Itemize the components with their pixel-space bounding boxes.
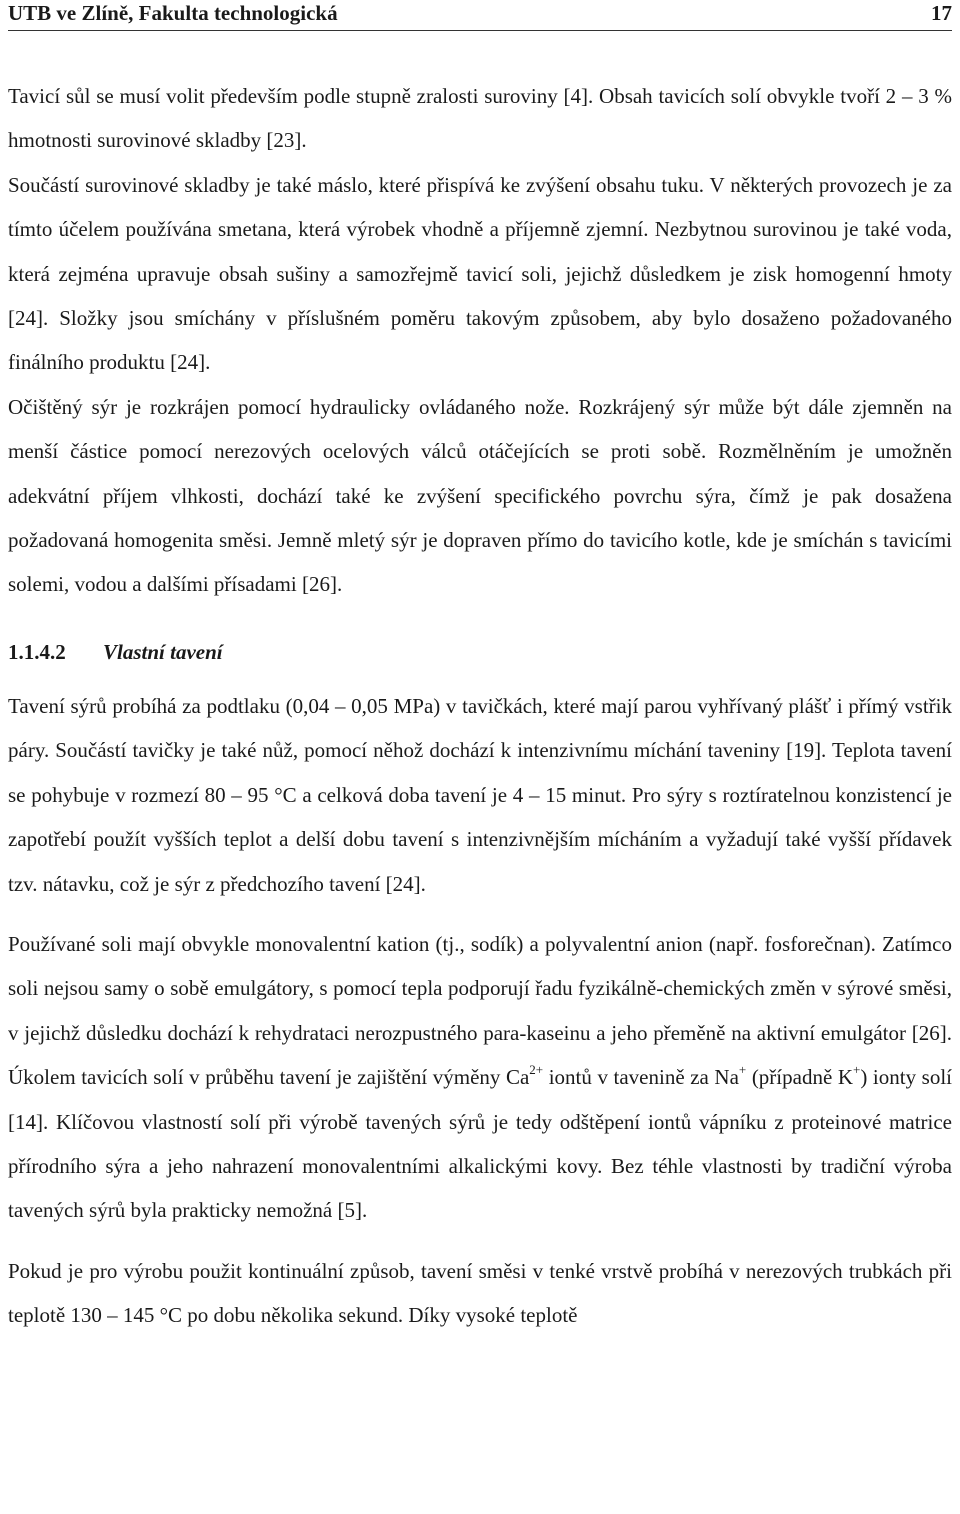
- section-number: 1.1.4.2: [8, 639, 66, 664]
- body-text: [8, 74, 952, 1338]
- paragraph-5-part-a: Používané soli mají obvykle monovalentní kation (tj., sodík) a polyvalentní anion (např. fosforečnan). Zatímco soli nejsou samy o sobě emulgátory, s pomocí tepla podporují řadu fyzikálně-chemických změn v sýrové směsi, v jejichž důsledku dochází k rehydrataci nerozpustného para-kaseinu a jeho přeměně na aktivní emulgátor [26]. Úkolem tavicích solí v průběhu tavení je zajištění výměny Ca: [8, 931, 952, 1090]
- paragraph-5-part-c: (případně K: [746, 1065, 854, 1090]
- paragraph-2: Součástí surovinové skladby je také máslo, které přispívá ke zvýšení obsahu tuku. V některých provozech je za tímto účelem používána smetana, která výrobek vhodně a příjemně zjemní. Nezbytnou surovinou je také voda, která zejména upravuje obsah sušiny a samozřejmě tavicí soli, jejichž důsledkem je zisk homogenní hmoty [24]. Složky jsou smíchány v příslušném poměru takovým způsobem, aby bylo dosaženo požadovaného finálního produktu [24].: [8, 172, 952, 375]
- page-number: 17: [931, 1, 952, 25]
- header-institution: UTB ve Zlíně, Fakulta technologická: [8, 1, 338, 25]
- header-rule: [8, 30, 952, 31]
- paragraph-1: Tavicí sůl se musí volit především podle stupně zralosti suroviny [4]. Obsah tavicích solí obvykle tvoří 2 – 3 % hmotnosti surovinové skladby [23].: [8, 84, 952, 153]
- section-heading: [8, 630, 952, 674]
- superscript-k: +: [853, 1062, 861, 1078]
- paragraph-5-part-b: iontů v tavenině za Na: [543, 1065, 739, 1090]
- paragraph-5-part-d: ) ionty solí [14]. Klíčovou vlastností solí při výrobě tavených sýrů je tedy odštěpení iontů vápníku z proteinové matrice přírodního sýra a jeho nahrazení monovalentními alkalickými kovy. Bez téhle vlastnosti by tradiční výroba tavených sýrů byla prakticky nemožná [5].: [8, 1065, 952, 1223]
- superscript-ca: 2+: [529, 1062, 544, 1078]
- paragraph-5: [8, 922, 952, 1233]
- section-title: Vlastní tavení: [103, 639, 223, 664]
- superscript-na: +: [738, 1062, 747, 1078]
- paragraph-4: Tavení sýrů probíhá za podtlaku (0,04 – 0,05 MPa) v tavičkách, které mají parou vyhřívaný plášť i přímý vstřik páry. Součástí tavičky je také nůž, pomocí něhož dochází k intenzivnímu míchání taveniny [19]. Teplota tavení se pohybuje v rozmezí 80 – 95 °C a celková doba tavení je 4 – 15 minut. Pro sýry s roztíratelnou konzistencí je zapotřebí použít vyšších teplot a delší dobu tavení s intenzivnějším mícháním a vyžadují také vyšší přídavek tzv. nátavku, což je sýr z předchozího tavení [24].: [8, 693, 952, 896]
- page-header: [8, 0, 952, 30]
- paragraph-3: Očištěný sýr je rozkrájen pomocí hydraulicky ovládaného nože. Rozkrájený sýr může být dále zjemněn na menší částice pomocí nerezových ocelových válců otáčejících se proti sobě. Rozmělněním je umožněn adekvátní příjem vlhkosti, dochází také ke zvýšení specifického povrchu sýra, čímž je pak dosažena požadovaná homogenita směsi. Jemně mletý sýr je dopraven přímo do tavicího kotle, kde je smíchán s tavicími solemi, vodou a dalšími přísadami [26].: [8, 394, 952, 597]
- paragraph-6: Pokud je pro výrobu použit kontinuální způsob, tavení směsi v tenké vrstvě probíhá v nerezových trubkách při teplotě 130 – 145 °C po dobu několika sekund. Díky vysoké teplotě: [8, 1258, 952, 1328]
